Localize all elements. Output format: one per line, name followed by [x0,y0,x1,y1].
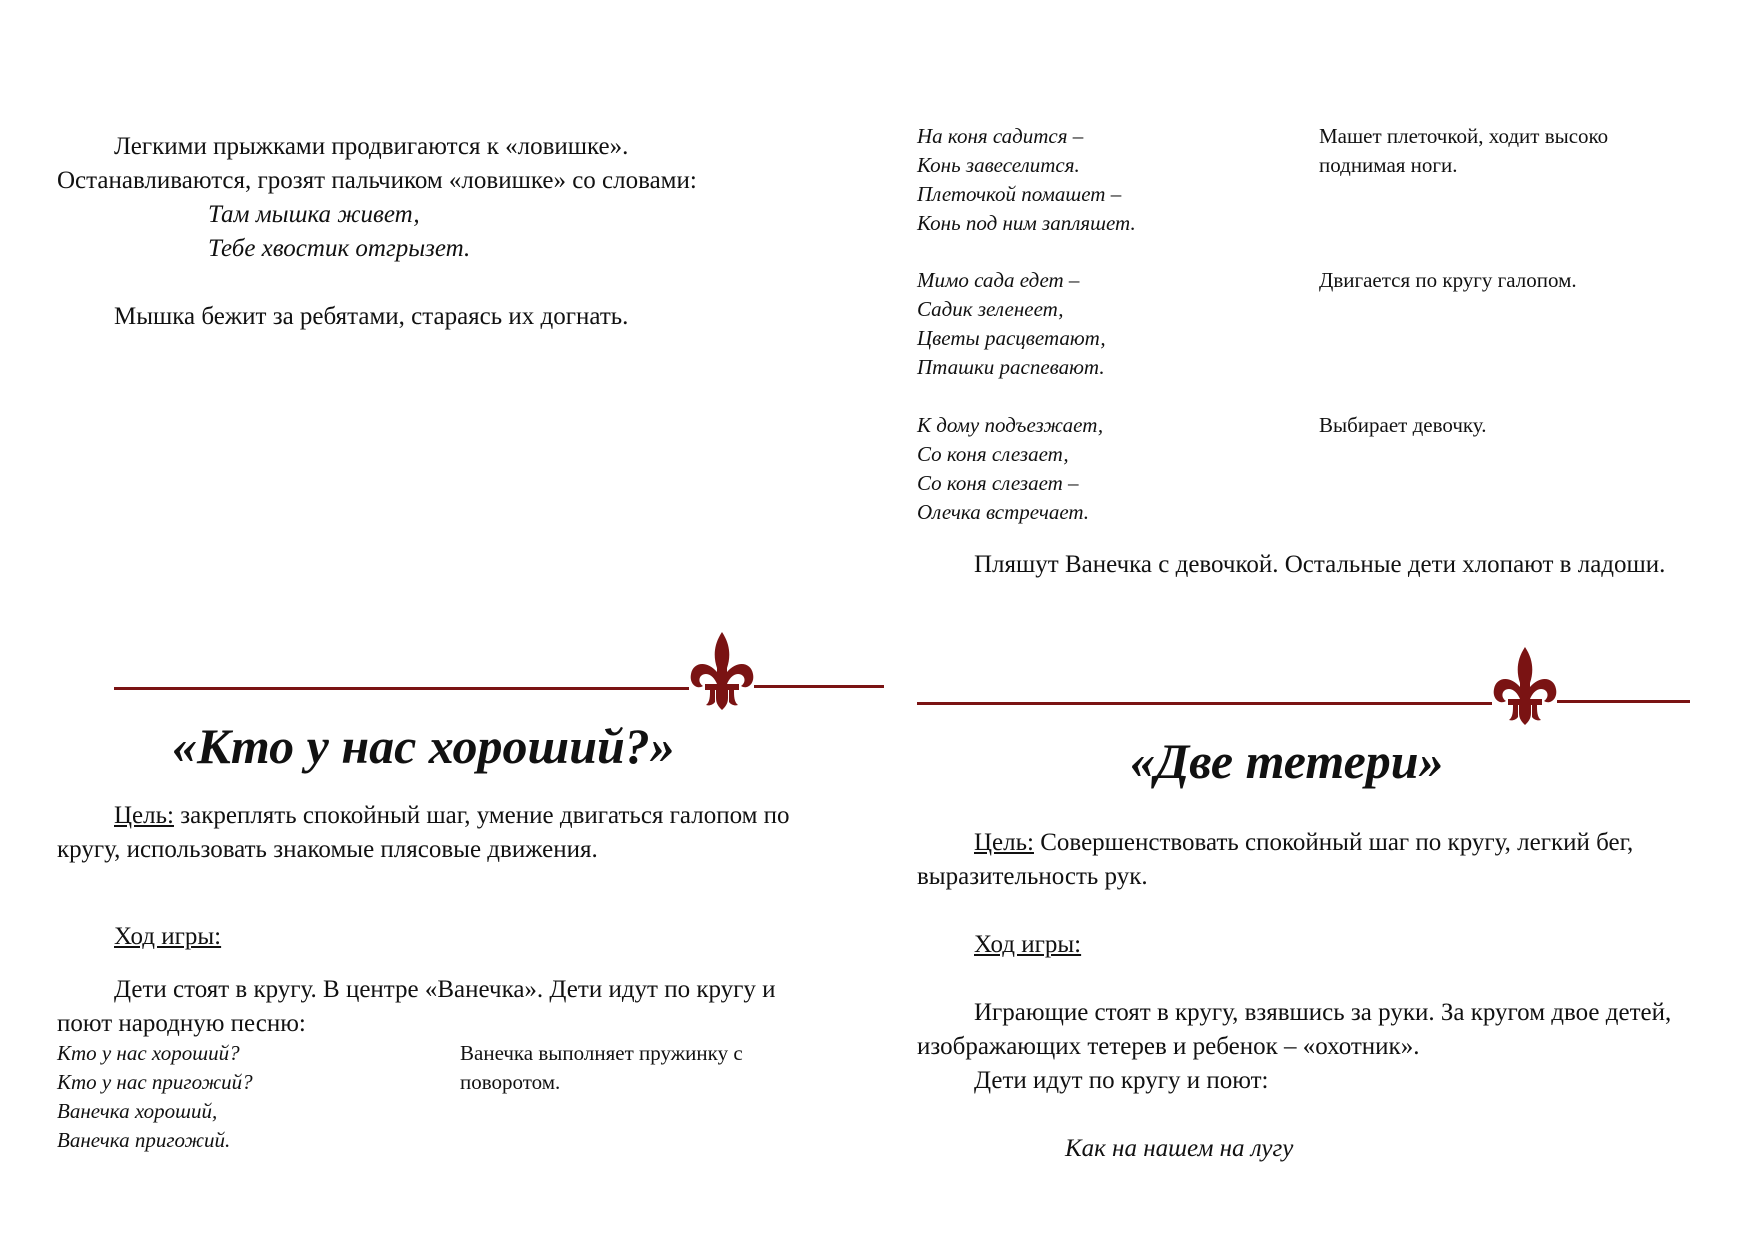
intro-line-1: Легкими прыжками продвигаются к «ловишке». [114,133,629,160]
stanza [917,122,1136,238]
stanza-line: Мимо сада едет – [917,268,1080,292]
stanza-line: На коня садится – [917,124,1084,148]
verse [208,198,470,266]
section-divider [114,632,884,712]
song-verse [57,1039,253,1155]
course-label: Ход игры: [114,923,222,950]
stanza-action: Выбирает девочку. [1319,413,1487,437]
stanza [917,266,1106,382]
song-line: Кто у нас хороший? [57,1041,240,1065]
verse-line: Там мышка живет, [208,201,420,228]
course-label-paragraph [57,920,802,954]
stanza-line: Конь под ним запляшет. [917,211,1136,235]
fleur-de-lis-icon [687,632,757,712]
divider-line [917,702,1492,705]
goal-paragraph [57,799,802,867]
divider-line [1557,700,1690,703]
section-divider [917,647,1690,727]
game-title: «Две тетери» [1130,733,1444,789]
stanza [917,411,1103,527]
stanza-action: Машет плеточкой, ходит высоко поднимая ноги. [1319,124,1609,177]
game-title: «Кто у нас хороший?» [172,718,675,774]
goal-paragraph [917,826,1657,894]
stanza-line: Плеточкой помашет – [917,182,1122,206]
dance-text: Пляшут Ванечка с девочкой. Остальные дети хлопают в ладоши. [974,551,1666,578]
course-text: Дети стоят в кругу. В центре «Ванечка». Дети идут по кругу и поют народную песню: [57,976,776,1037]
song-action: Ванечка выполняет пружинку с поворотом. [460,1041,743,1094]
stanza-line: К дому подъезжает, [917,413,1104,437]
course-label-paragraph [917,928,1657,962]
after-verse-text: Мышка бежит за ребятами, стараясь их догнать. [114,303,629,330]
stanza-action: Двигается по кругу галопом. [1319,268,1577,292]
stanza-line: Со коня слезает – [917,471,1079,495]
song-line: Кто у нас пригожий? [57,1070,253,1094]
course-text-2: Дети идут по кругу и поют: [974,1067,1269,1094]
stanza-line: Цветы расцветают, [917,326,1106,350]
course-label: Ход игры: [974,931,1082,958]
right-page [877,0,1754,1240]
goal-text: Совершенствовать спокойный шаг по кругу, легкий бег, выразительность рук. [917,829,1634,890]
stanza-line: Конь завеселится. [917,153,1080,177]
verse-line: Тебе хвостик отгрызет. [208,235,471,262]
divider-line [114,687,689,690]
goal-label: Цель: [114,802,174,829]
fleur-de-lis-icon [1490,647,1560,727]
goal-label: Цель: [974,829,1034,856]
divider-line [754,685,884,688]
stanza-line: Пташки распевают. [917,355,1105,379]
song-line: Ванечка хороший, [57,1099,218,1123]
song-first-line: Как на нашем на лугу [1065,1135,1294,1162]
intro-line-2: Останавливаются, грозят пальчиком «ловишке» со словами: [57,167,697,194]
stanza-line: Садик зеленеет, [917,297,1064,321]
stanza-line: Олечка встречает. [917,500,1090,524]
goal-text: закреплять спокойный шаг, умение двигаться галопом по кругу, использовать знакомые плясовые движения. [57,802,790,863]
stanza-line: Со коня слезает, [917,442,1069,466]
course-text: Играющие стоят в кругу, взявшись за руки. За кругом двое детей, изображающих тетерев и ребенок – «охотник». [917,999,1672,1060]
song-line: Ванечка пригожий. [57,1128,231,1152]
